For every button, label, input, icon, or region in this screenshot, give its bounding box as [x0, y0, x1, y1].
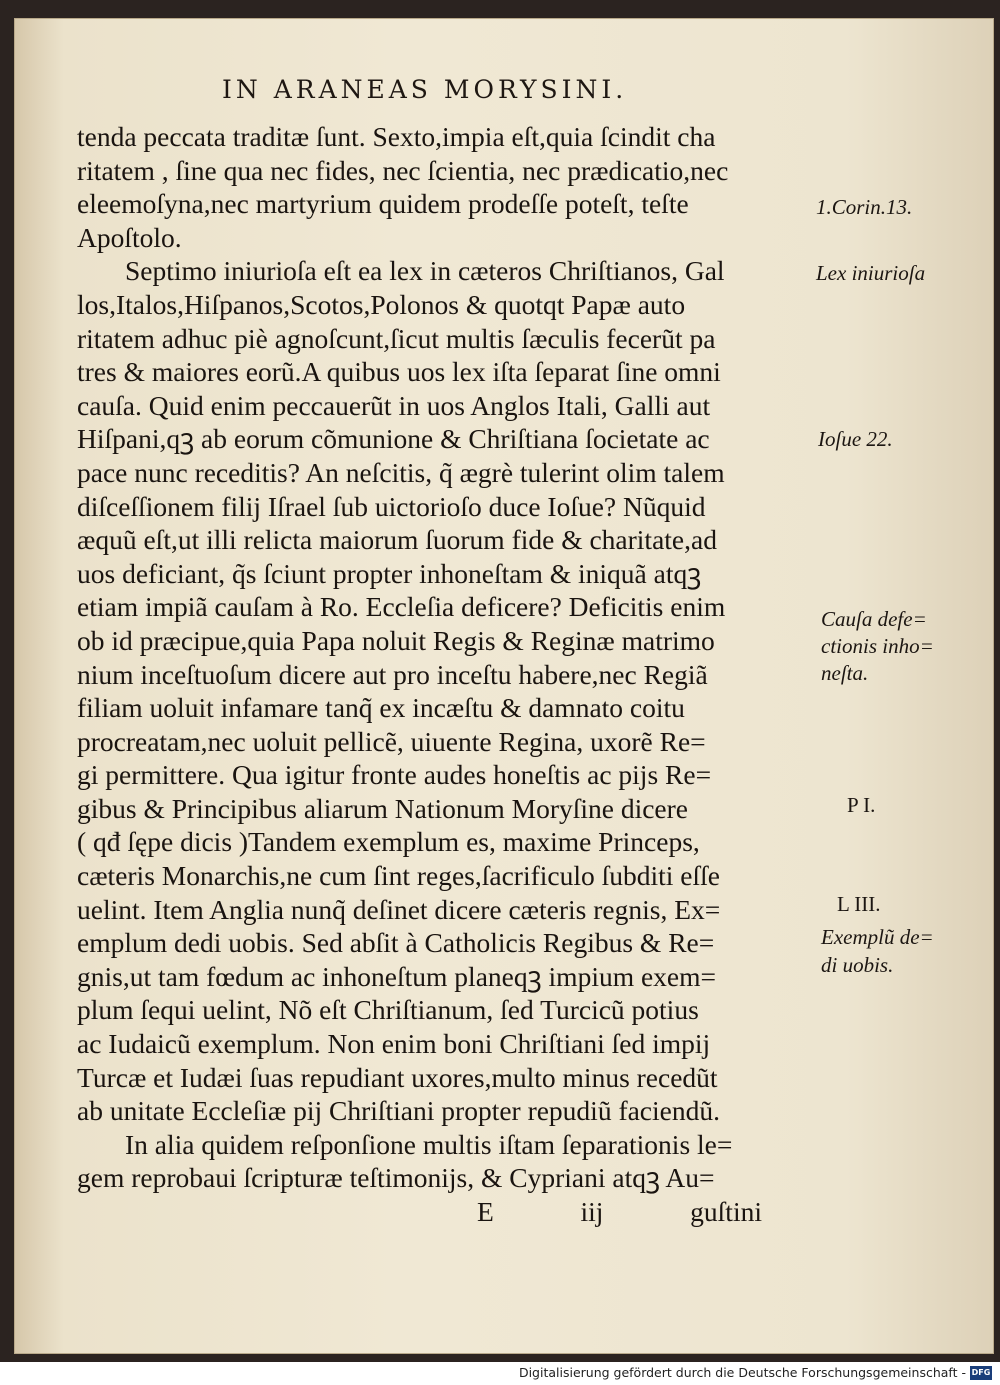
marginal-note: neſta.	[821, 661, 869, 685]
text-line: uos deficiant, q̃s ſciunt propter inhoneſtam & iniquã atqꝫ	[77, 557, 702, 589]
text-line: diſceſſionem filij Iſrael ſub uictorioſo duce Ioſue? Nũquid	[77, 490, 706, 522]
text-line: pace nunc receditis? An neſcitis, q̃ ægrè tulerint olim talem	[77, 456, 725, 488]
text-line: uelint. Item Anglia nunq̃ deſinet dicere cæteris regnis, Ex=	[77, 893, 721, 925]
text-line: gnis,ut tam fœdum ac inhoneſtum planeqꝫ impium exem=	[77, 960, 717, 992]
leaf-number: iij	[580, 1196, 604, 1227]
catchline	[77, 1195, 822, 1229]
text-line: æquũ eſt,ut illi relicta maiorum ſuorum fide & charitate,ad	[77, 524, 717, 556]
body-text	[77, 120, 822, 1229]
text-line: ob id præcipue,quia Papa noluit Regis & Reginæ matrimo	[77, 624, 715, 656]
text-line: Hiſpani,qꝫ ab eorum cõmunione & Chriſtiana ſocietate ac	[77, 423, 710, 455]
catchword: guſtini	[690, 1196, 762, 1227]
marginal-note: Cauſa defe=	[821, 607, 927, 631]
text-line: Turcæ et Iudæi ſuas repudiant uxores,multo minus recedũt	[77, 1061, 718, 1093]
book-page	[14, 18, 994, 1354]
text-line: Apoſtolo.	[77, 221, 182, 253]
text-line: etiam impiã cauſam à Ro. Eccleſia deficere? Deficitis enim	[77, 591, 726, 623]
dfg-logo: DFG	[970, 1366, 992, 1380]
paragraph-first-line: In alia quidem reſponſione multis iſtam ſeparationis le=	[125, 1128, 733, 1160]
text-line: ab unitate Eccleſiæ pij Chriſtiani propter repudiũ faciendũ.	[77, 1095, 720, 1127]
marginal-note: P I.	[847, 793, 876, 817]
marginal-note: Ioſue 22.	[818, 427, 893, 451]
marginal-note: ctionis inho=	[821, 634, 934, 658]
running-head: IN ARANEAS MORYSINI.	[222, 75, 628, 104]
text-line: cæteris Monarchis,ne cum ſint reges,ſacrificulo ſubditi eſſe	[77, 860, 721, 892]
paragraph-first-line: Septimo iniurioſa eſt ea lex in cæteros Chriſtianos, Gal	[125, 255, 725, 287]
funding-notice: Digitalisierung gefördert durch die Deutsche Forschungsgemeinschaft -	[518, 1365, 966, 1380]
text-line: los,Italos,Hiſpanos,Scotos,Polonos & quotqt Papæ auto	[77, 288, 686, 320]
text-line: ritatem adhuc piè agnoſcunt,ſicut multis ſæculis fecerũt pa	[77, 322, 716, 354]
text-line: cauſa. Quid enim peccauerũt in uos Anglos Itali, Galli aut	[77, 389, 711, 421]
text-line: eleemoſyna,nec martyrium quidem prodeſſe poteſt, teſte	[77, 188, 689, 220]
text-line: plum ſequi uelint, Nõ eſt Chriſtianum, ſed Turcicũ potius	[77, 994, 699, 1026]
marginal-note: 1.Corin.13.	[816, 195, 913, 219]
text-line: tres & maiores eorũ.A quibus uos lex iſta ſeparat ſine omni	[77, 356, 721, 388]
text-line: ( qđ ſępe dicis )Tandem exemplum es, maxime Princeps,	[77, 826, 700, 858]
text-line: ritatem , ſine qua nec fides, nec ſcientia, nec prædicatio,nec	[77, 154, 729, 186]
text-line: procreatam,nec uoluit pellicẽ, uiuente Regina, uxorẽ Re=	[77, 725, 706, 757]
signature-mark: E	[477, 1196, 494, 1227]
marginal-note: Lex iniurioſa	[816, 261, 926, 285]
marginal-note: di uobis.	[821, 953, 894, 977]
text-line: tenda peccata traditæ ſunt. Sexto,impia eſt,quia ſcindit cha	[77, 121, 716, 152]
marginal-note: L III.	[837, 892, 881, 916]
text-line: gi permittere. Qua igitur fronte audes honeſtis ac pijs Re=	[77, 759, 712, 791]
text-line: gem reprobaui ſcripturæ teſtimonijs, & Cypriani atqꝫ Au=	[77, 1162, 715, 1194]
text-line: gibus & Principibus aliarum Nationum Moryſine dicere	[77, 792, 689, 824]
text-line: ac Iudaicũ exemplum. Non enim boni Chriſtiani ſed impij	[77, 1028, 711, 1060]
marginal-note: Exemplũ de=	[821, 925, 934, 949]
footer-bar	[0, 1362, 1000, 1385]
text-line: nium inceſtuoſum dicere aut pro inceſtu habere,nec Regiã	[77, 658, 708, 690]
text-line: filiam uoluit infamare tanq̃ ex incæſtu & damnato coitu	[77, 692, 685, 724]
text-line: emplum dedi uobis. Sed abſit à Catholicis Regibus & Re=	[77, 927, 715, 959]
